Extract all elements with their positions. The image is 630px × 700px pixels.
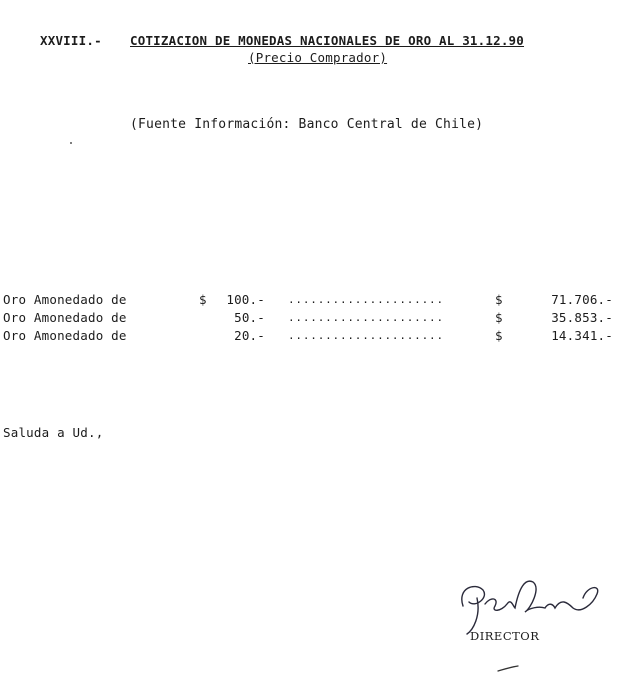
- quote-label: Oro Amonedado de: [3, 328, 127, 343]
- scan-speck: [70, 142, 72, 144]
- denomination: 100.-: [226, 292, 265, 307]
- document-title: COTIZACION DE MONEDAS NACIONALES DE ORO AL 31.12.90: [130, 33, 525, 48]
- value-currency: $: [495, 328, 503, 343]
- document-subtitle: (Precio Comprador): [248, 50, 388, 65]
- signatory-title: DIRECTOR: [470, 629, 540, 643]
- quote-row: [3, 292, 630, 308]
- denomination-currency: $: [199, 292, 207, 307]
- source-note: (Fuente Información: Banco Central de Chile): [130, 117, 484, 132]
- pen-stroke-icon: [497, 664, 519, 674]
- section-number: XXVIII.-: [40, 33, 102, 48]
- quote-value: 14.341.-: [551, 328, 613, 343]
- quote-value: 35.853.-: [551, 310, 613, 325]
- leader-dots: .....................: [288, 311, 444, 324]
- quote-value: 71.706.-: [551, 292, 613, 307]
- leader-dots: .....................: [288, 329, 444, 342]
- quote-row: [3, 328, 630, 344]
- leader-dots: .....................: [288, 293, 444, 306]
- denomination: 50.-: [234, 310, 265, 325]
- value-currency: $: [495, 310, 503, 325]
- quote-label: Oro Amonedado de: [3, 310, 127, 325]
- quote-label: Oro Amonedado de: [3, 292, 127, 307]
- closing-salutation: Saluda a Ud.,: [3, 425, 104, 440]
- value-currency: $: [495, 292, 503, 307]
- signature-icon: [455, 568, 605, 638]
- quote-row: [3, 310, 630, 326]
- denomination: 20.-: [234, 328, 265, 343]
